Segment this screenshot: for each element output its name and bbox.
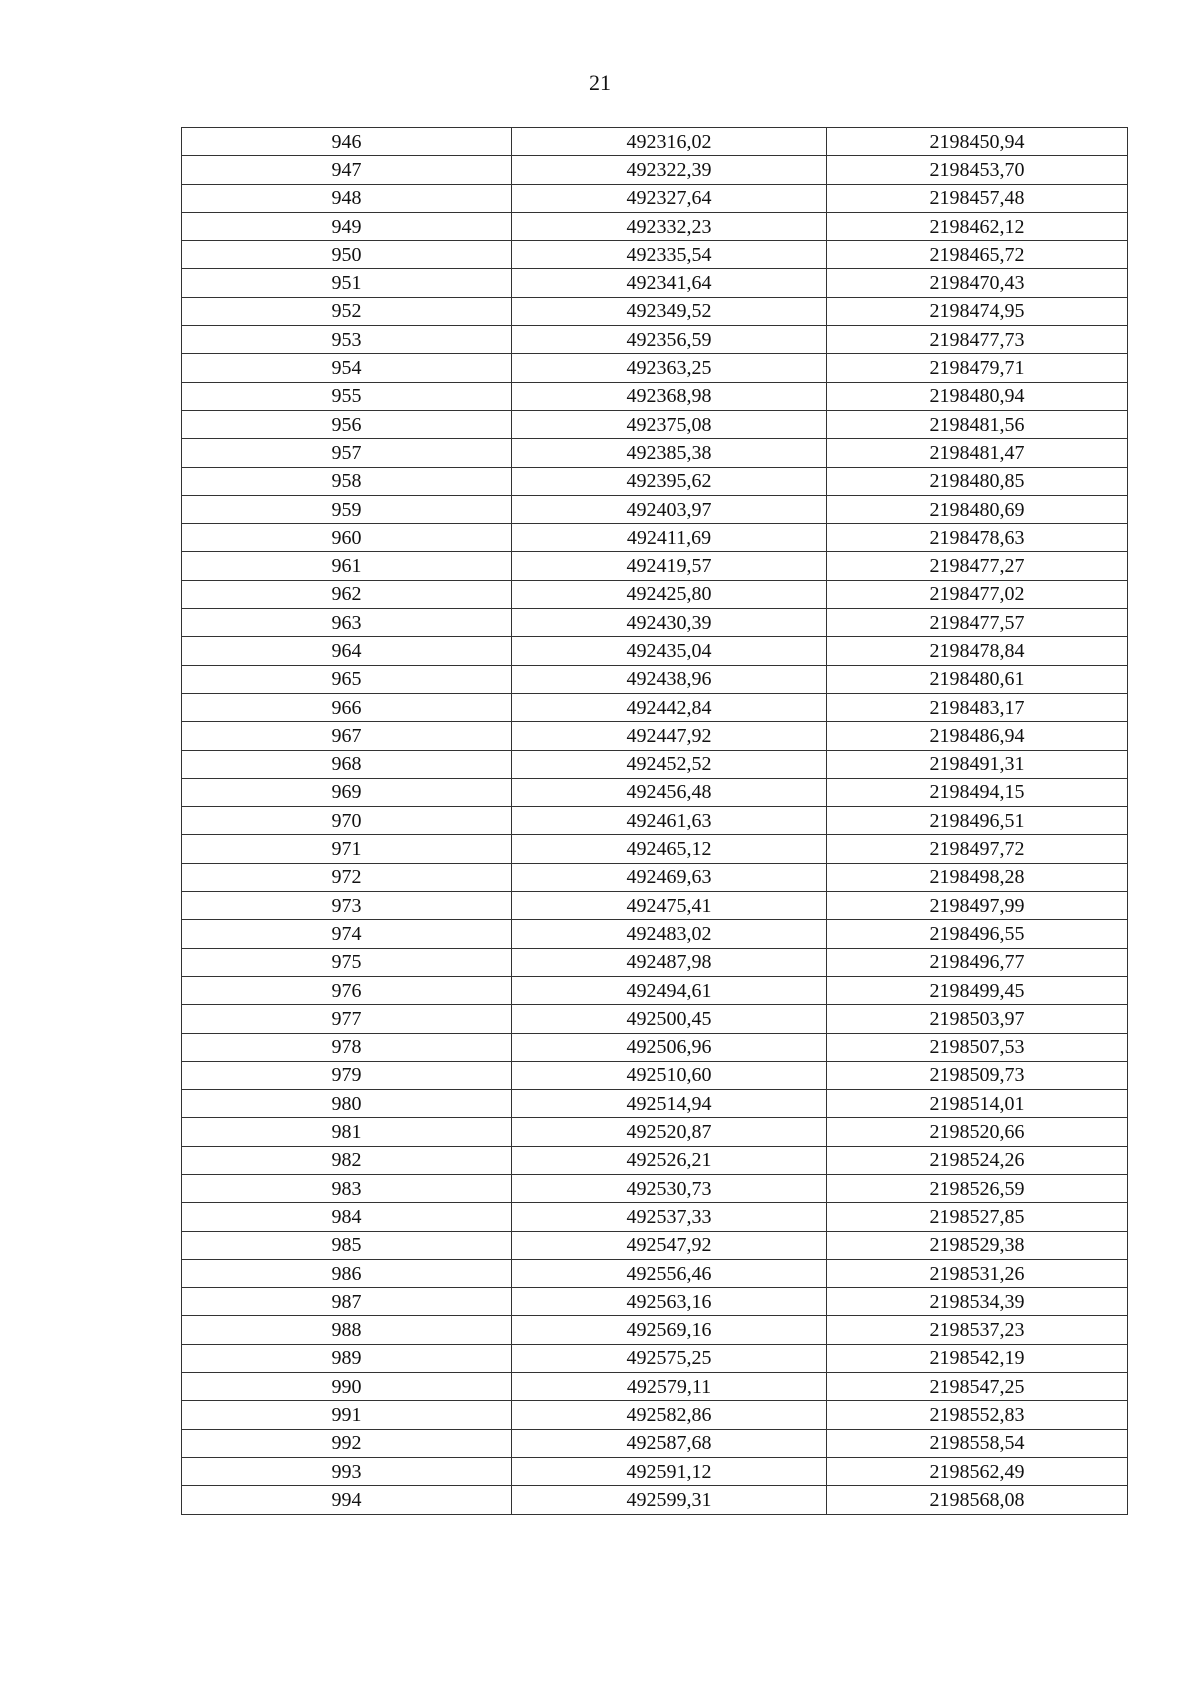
y-coordinate-cell: 2198568,08 — [827, 1486, 1128, 1514]
table-row — [182, 1203, 1128, 1231]
table-row — [182, 778, 1128, 806]
x-coordinate-cell: 492368,98 — [512, 382, 827, 410]
table-row — [182, 863, 1128, 891]
point-number-cell: 989 — [182, 1344, 512, 1372]
point-number-cell: 974 — [182, 920, 512, 948]
y-coordinate-cell: 2198496,55 — [827, 920, 1128, 948]
point-number-cell: 980 — [182, 1090, 512, 1118]
table-row — [182, 976, 1128, 1004]
point-number-cell: 961 — [182, 552, 512, 580]
table-row — [182, 1090, 1128, 1118]
table-row — [182, 410, 1128, 438]
point-number-cell: 964 — [182, 637, 512, 665]
point-number-cell: 969 — [182, 778, 512, 806]
point-number-cell: 952 — [182, 297, 512, 325]
x-coordinate-cell: 492375,08 — [512, 410, 827, 438]
point-number-cell: 987 — [182, 1288, 512, 1316]
point-number-cell: 988 — [182, 1316, 512, 1344]
table-row — [182, 920, 1128, 948]
point-number-cell: 951 — [182, 269, 512, 297]
x-coordinate-cell: 492363,25 — [512, 354, 827, 382]
table-row — [182, 1231, 1128, 1259]
y-coordinate-cell: 2198527,85 — [827, 1203, 1128, 1231]
x-coordinate-cell: 492530,73 — [512, 1174, 827, 1202]
y-coordinate-cell: 2198499,45 — [827, 976, 1128, 1004]
x-coordinate-cell: 492465,12 — [512, 835, 827, 863]
y-coordinate-cell: 2198477,27 — [827, 552, 1128, 580]
x-coordinate-cell: 492591,12 — [512, 1457, 827, 1485]
table-row — [182, 1344, 1128, 1372]
y-coordinate-cell: 2198486,94 — [827, 722, 1128, 750]
x-coordinate-cell: 492430,39 — [512, 609, 827, 637]
y-coordinate-cell: 2198477,73 — [827, 326, 1128, 354]
point-number-cell: 959 — [182, 495, 512, 523]
x-coordinate-cell: 492563,16 — [512, 1288, 827, 1316]
x-coordinate-cell: 492349,52 — [512, 297, 827, 325]
x-coordinate-cell: 492569,16 — [512, 1316, 827, 1344]
x-coordinate-cell: 492332,23 — [512, 212, 827, 240]
point-number-cell: 993 — [182, 1457, 512, 1485]
y-coordinate-cell: 2198477,02 — [827, 580, 1128, 608]
table-row — [182, 637, 1128, 665]
y-coordinate-cell: 2198498,28 — [827, 863, 1128, 891]
coordinates-table-body — [182, 128, 1128, 1515]
table-row — [182, 382, 1128, 410]
y-coordinate-cell: 2198520,66 — [827, 1118, 1128, 1146]
coordinates-table — [181, 127, 1128, 1515]
point-number-cell: 986 — [182, 1259, 512, 1287]
y-coordinate-cell: 2198496,51 — [827, 807, 1128, 835]
x-coordinate-cell: 492483,02 — [512, 920, 827, 948]
x-coordinate-cell: 492438,96 — [512, 665, 827, 693]
y-coordinate-cell: 2198537,23 — [827, 1316, 1128, 1344]
point-number-cell: 984 — [182, 1203, 512, 1231]
x-coordinate-cell: 492335,54 — [512, 241, 827, 269]
y-coordinate-cell: 2198503,97 — [827, 1005, 1128, 1033]
y-coordinate-cell: 2198552,83 — [827, 1401, 1128, 1429]
table-row — [182, 1146, 1128, 1174]
point-number-cell: 960 — [182, 524, 512, 552]
table-row — [182, 750, 1128, 778]
x-coordinate-cell: 492556,46 — [512, 1259, 827, 1287]
y-coordinate-cell: 2198479,71 — [827, 354, 1128, 382]
point-number-cell: 972 — [182, 863, 512, 891]
point-number-cell: 991 — [182, 1401, 512, 1429]
table-row — [182, 297, 1128, 325]
x-coordinate-cell: 492327,64 — [512, 184, 827, 212]
point-number-cell: 976 — [182, 976, 512, 1004]
table-row — [182, 892, 1128, 920]
x-coordinate-cell: 492419,57 — [512, 552, 827, 580]
x-coordinate-cell: 492316,02 — [512, 128, 827, 156]
table-row — [182, 693, 1128, 721]
table-row — [182, 439, 1128, 467]
y-coordinate-cell: 2198474,95 — [827, 297, 1128, 325]
point-number-cell: 954 — [182, 354, 512, 382]
table-row — [182, 1259, 1128, 1287]
table-row — [182, 1288, 1128, 1316]
x-coordinate-cell: 492461,63 — [512, 807, 827, 835]
point-number-cell: 981 — [182, 1118, 512, 1146]
table-row — [182, 948, 1128, 976]
point-number-cell: 994 — [182, 1486, 512, 1514]
y-coordinate-cell: 2198478,63 — [827, 524, 1128, 552]
y-coordinate-cell: 2198481,47 — [827, 439, 1128, 467]
table-row — [182, 495, 1128, 523]
x-coordinate-cell: 492442,84 — [512, 693, 827, 721]
point-number-cell: 975 — [182, 948, 512, 976]
y-coordinate-cell: 2198491,31 — [827, 750, 1128, 778]
table-row — [182, 1373, 1128, 1401]
point-number-cell: 970 — [182, 807, 512, 835]
y-coordinate-cell: 2198453,70 — [827, 156, 1128, 184]
y-coordinate-cell: 2198524,26 — [827, 1146, 1128, 1174]
x-coordinate-cell: 492500,45 — [512, 1005, 827, 1033]
x-coordinate-cell: 492452,52 — [512, 750, 827, 778]
table-row — [182, 1033, 1128, 1061]
point-number-cell: 977 — [182, 1005, 512, 1033]
x-coordinate-cell: 492425,80 — [512, 580, 827, 608]
table-row — [182, 609, 1128, 637]
x-coordinate-cell: 492537,33 — [512, 1203, 827, 1231]
table-row — [182, 467, 1128, 495]
table-row — [182, 241, 1128, 269]
point-number-cell: 948 — [182, 184, 512, 212]
point-number-cell: 967 — [182, 722, 512, 750]
x-coordinate-cell: 492469,63 — [512, 863, 827, 891]
y-coordinate-cell: 2198514,01 — [827, 1090, 1128, 1118]
x-coordinate-cell: 492547,92 — [512, 1231, 827, 1259]
x-coordinate-cell: 492395,62 — [512, 467, 827, 495]
table-row — [182, 184, 1128, 212]
y-coordinate-cell: 2198480,69 — [827, 495, 1128, 523]
y-coordinate-cell: 2198478,84 — [827, 637, 1128, 665]
point-number-cell: 949 — [182, 212, 512, 240]
y-coordinate-cell: 2198542,19 — [827, 1344, 1128, 1372]
point-number-cell: 957 — [182, 439, 512, 467]
table-row — [182, 1486, 1128, 1514]
table-row — [182, 156, 1128, 184]
y-coordinate-cell: 2198483,17 — [827, 693, 1128, 721]
x-coordinate-cell: 492520,87 — [512, 1118, 827, 1146]
table-row — [182, 807, 1128, 835]
x-coordinate-cell: 492582,86 — [512, 1401, 827, 1429]
x-coordinate-cell: 492322,39 — [512, 156, 827, 184]
y-coordinate-cell: 2198531,26 — [827, 1259, 1128, 1287]
y-coordinate-cell: 2198480,94 — [827, 382, 1128, 410]
point-number-cell: 968 — [182, 750, 512, 778]
x-coordinate-cell: 492487,98 — [512, 948, 827, 976]
table-row — [182, 1061, 1128, 1089]
point-number-cell: 978 — [182, 1033, 512, 1061]
table-row — [182, 665, 1128, 693]
point-number-cell: 963 — [182, 609, 512, 637]
y-coordinate-cell: 2198480,85 — [827, 467, 1128, 495]
y-coordinate-cell: 2198547,25 — [827, 1373, 1128, 1401]
x-coordinate-cell: 492475,41 — [512, 892, 827, 920]
table-row — [182, 835, 1128, 863]
y-coordinate-cell: 2198526,59 — [827, 1174, 1128, 1202]
page-number: 21 — [589, 70, 611, 95]
table-row — [182, 128, 1128, 156]
x-coordinate-cell: 492514,94 — [512, 1090, 827, 1118]
x-coordinate-cell: 492526,21 — [512, 1146, 827, 1174]
point-number-cell: 985 — [182, 1231, 512, 1259]
table-row — [182, 212, 1128, 240]
point-number-cell: 956 — [182, 410, 512, 438]
table-row — [182, 354, 1128, 382]
x-coordinate-cell: 492587,68 — [512, 1429, 827, 1457]
x-coordinate-cell: 492356,59 — [512, 326, 827, 354]
table-row — [182, 722, 1128, 750]
table-row — [182, 326, 1128, 354]
x-coordinate-cell: 492456,48 — [512, 778, 827, 806]
y-coordinate-cell: 2198462,12 — [827, 212, 1128, 240]
table-row — [182, 1401, 1128, 1429]
point-number-cell: 946 — [182, 128, 512, 156]
table-row — [182, 1429, 1128, 1457]
table-row — [182, 524, 1128, 552]
table-row — [182, 1174, 1128, 1202]
point-number-cell: 947 — [182, 156, 512, 184]
y-coordinate-cell: 2198497,72 — [827, 835, 1128, 863]
x-coordinate-cell: 492385,38 — [512, 439, 827, 467]
y-coordinate-cell: 2198450,94 — [827, 128, 1128, 156]
point-number-cell: 979 — [182, 1061, 512, 1089]
y-coordinate-cell: 2198457,48 — [827, 184, 1128, 212]
point-number-cell: 990 — [182, 1373, 512, 1401]
y-coordinate-cell: 2198480,61 — [827, 665, 1128, 693]
point-number-cell: 973 — [182, 892, 512, 920]
y-coordinate-cell: 2198477,57 — [827, 609, 1128, 637]
y-coordinate-cell: 2198497,99 — [827, 892, 1128, 920]
y-coordinate-cell: 2198558,54 — [827, 1429, 1128, 1457]
x-coordinate-cell: 492579,11 — [512, 1373, 827, 1401]
x-coordinate-cell: 492599,31 — [512, 1486, 827, 1514]
point-number-cell: 971 — [182, 835, 512, 863]
point-number-cell: 953 — [182, 326, 512, 354]
x-coordinate-cell: 492403,97 — [512, 495, 827, 523]
table-row — [182, 580, 1128, 608]
point-number-cell: 966 — [182, 693, 512, 721]
table-row — [182, 269, 1128, 297]
x-coordinate-cell: 492341,64 — [512, 269, 827, 297]
table-row — [182, 1118, 1128, 1146]
point-number-cell: 958 — [182, 467, 512, 495]
y-coordinate-cell: 2198562,49 — [827, 1457, 1128, 1485]
y-coordinate-cell: 2198496,77 — [827, 948, 1128, 976]
y-coordinate-cell: 2198529,38 — [827, 1231, 1128, 1259]
x-coordinate-cell: 492411,69 — [512, 524, 827, 552]
y-coordinate-cell: 2198465,72 — [827, 241, 1128, 269]
point-number-cell: 992 — [182, 1429, 512, 1457]
y-coordinate-cell: 2198494,15 — [827, 778, 1128, 806]
y-coordinate-cell: 2198534,39 — [827, 1288, 1128, 1316]
table-row — [182, 1316, 1128, 1344]
point-number-cell: 965 — [182, 665, 512, 693]
x-coordinate-cell: 492506,96 — [512, 1033, 827, 1061]
point-number-cell: 962 — [182, 580, 512, 608]
point-number-cell: 983 — [182, 1174, 512, 1202]
point-number-cell: 950 — [182, 241, 512, 269]
y-coordinate-cell: 2198509,73 — [827, 1061, 1128, 1089]
x-coordinate-cell: 492447,92 — [512, 722, 827, 750]
x-coordinate-cell: 492575,25 — [512, 1344, 827, 1372]
point-number-cell: 982 — [182, 1146, 512, 1174]
y-coordinate-cell: 2198481,56 — [827, 410, 1128, 438]
x-coordinate-cell: 492435,04 — [512, 637, 827, 665]
x-coordinate-cell: 492494,61 — [512, 976, 827, 1004]
x-coordinate-cell: 492510,60 — [512, 1061, 827, 1089]
table-row — [182, 1005, 1128, 1033]
table-row — [182, 1457, 1128, 1485]
table-row — [182, 552, 1128, 580]
point-number-cell: 955 — [182, 382, 512, 410]
y-coordinate-cell: 2198470,43 — [827, 269, 1128, 297]
y-coordinate-cell: 2198507,53 — [827, 1033, 1128, 1061]
